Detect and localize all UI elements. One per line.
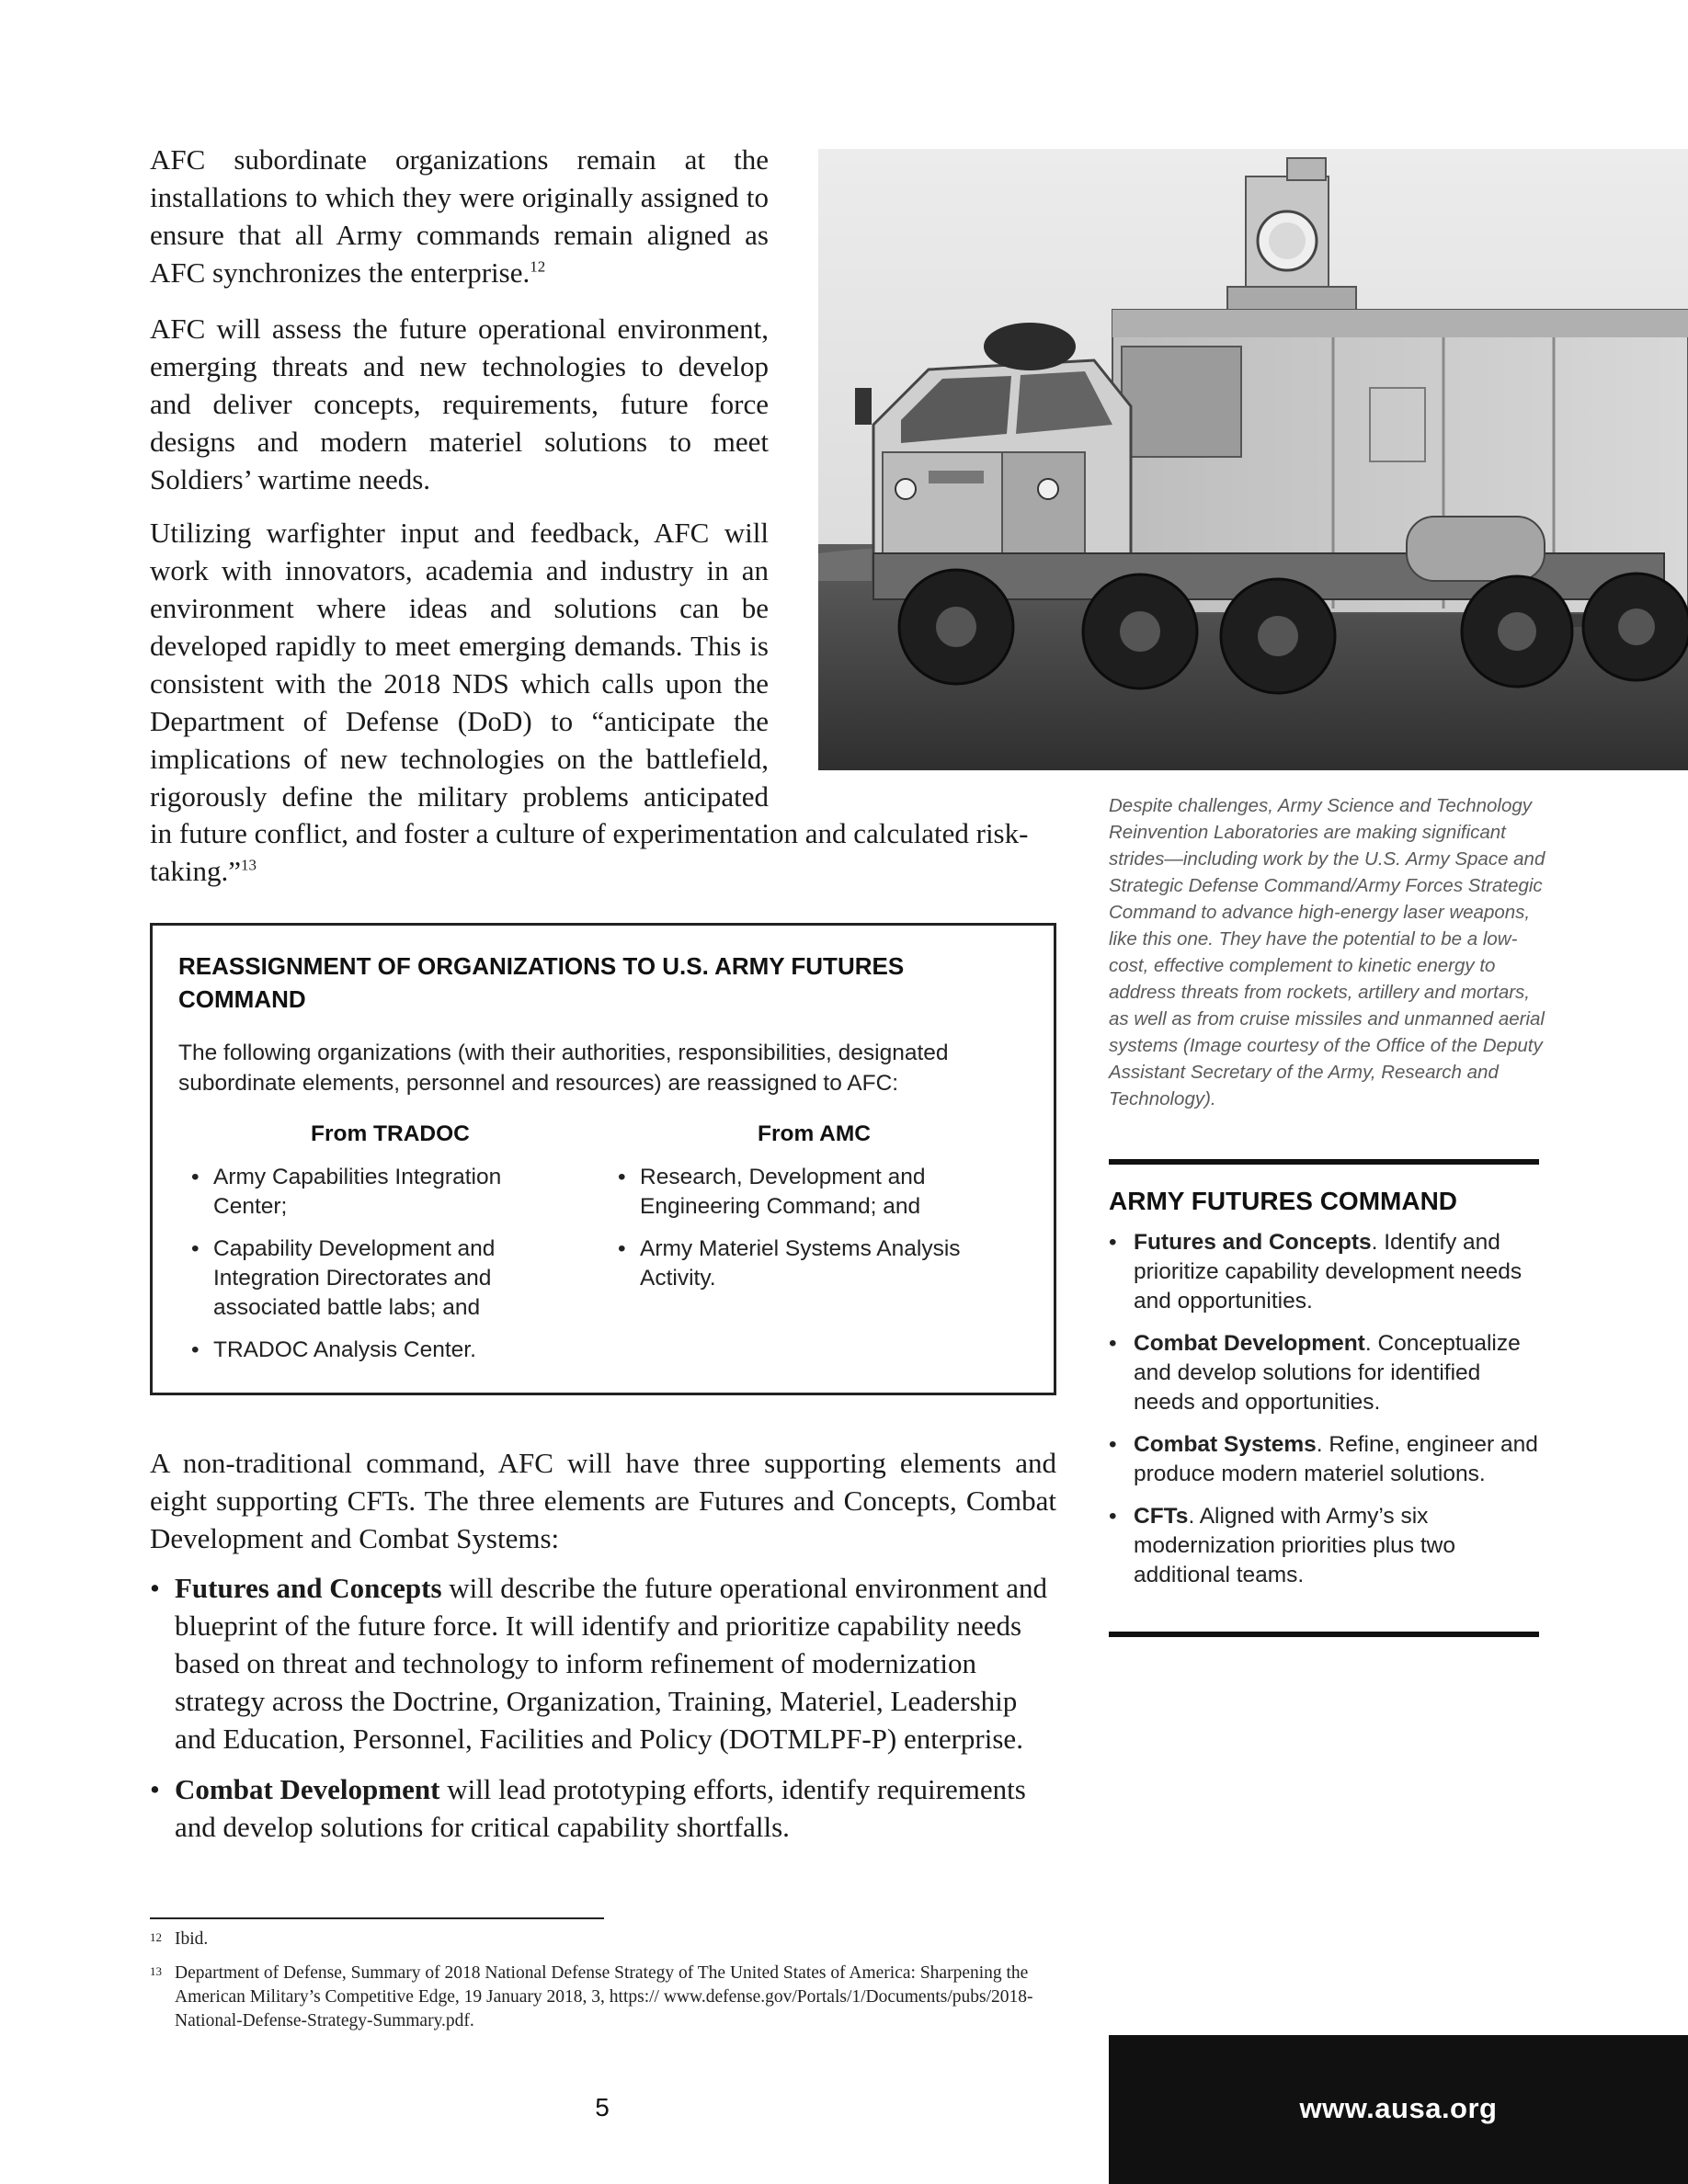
bullet-icon: •	[191, 1165, 200, 1189]
paragraph-1: AFC subordinate organizations remain at the installations to which they were originally assigned to ensure that all Army commands remain aligned as AFC synchronizes the enterprise.$^{12}$	[150, 143, 769, 289]
amc-list	[618, 1163, 1004, 1306]
bullet-icon: •	[150, 1773, 160, 1805]
list-item: • Futures and Concepts. Identify and prioritize capability development needs and opportunities.	[1109, 1230, 1523, 1314]
elements-list	[150, 1569, 1056, 1859]
army-futures-command-box	[1109, 1159, 1539, 1637]
paragraph-3: Utilizing warfighter input and feedback, AFC will work with innovators, academia and industry in an environment where ideas and solutions can be developed rapidly to meet emerging demands. This is consistent with the 2018 NDS which calls upon the Department of Defense (DoD) to “anticipate the implications of new technologies on the battlefield, rigorously define the military problems anticipated	[150, 517, 769, 813]
list-item: • Futures and Concepts will describe the future operational environment and blueprint of the future force. It will identify and prioritize capability needs based on threat and technology to inform refinement of modernization strategy across the Doctrine, Organization, Training, Materiel, Leadership and Education, Personnel, Facilities and Policy (DOTMLPF-P) enterprise.	[150, 1569, 1056, 1757]
bullet-icon: •	[1109, 1504, 1117, 1529]
reassignment-box	[150, 923, 1056, 1395]
afc-box-title: ARMY FUTURES COMMAND	[1109, 1187, 1458, 1215]
paragraph-3-continued: in future conflict, and foster a culture of experimentation and calculated risk-taking.”$^{13}$	[150, 817, 1029, 887]
footnote-divider	[150, 1917, 604, 1919]
list-item: • Combat Systems. Refine, engineer and produce modern materiel solutions.	[1109, 1432, 1538, 1486]
footnote-ref-12[interactable]: 12	[530, 257, 546, 276]
list-item: • TRADOC Analysis Center.	[191, 1336, 541, 1365]
bullet-icon: •	[191, 1236, 200, 1261]
from-tradoc-heading: From TRADOC	[311, 1121, 470, 1146]
term-futures-and-concepts: Futures and Concepts	[175, 1572, 442, 1604]
list-item: • Army Materiel Systems Analysis Activity.	[618, 1236, 961, 1291]
footer-url-link[interactable]: www.ausa.org	[1299, 2092, 1498, 2124]
bullet-icon: •	[150, 1572, 160, 1604]
afc-list	[1109, 1228, 1539, 1603]
paragraph-2: AFC will assess the future operational environment, emerging threats and new technologies to develop and deliver concepts, requirements, future force designs and modern materiel solutions to meet Soldiers’ wartime needs.	[150, 313, 769, 495]
footnote-13: 13 Department of Defense, Summary of 2018 National Defense Strategy of The United States of America: Sharpening the American Military’s Competitive Edge, 19 January 2018, 3, https:// www.defense.gov/Portals/1/Documents/pubs/2018-National-Defense-Strategy-Summary.pdf.	[150, 1963, 1033, 2030]
from-amc-heading: From AMC	[758, 1121, 871, 1146]
list-item: • Capability Development and Integration Directorates and associated battle labs; and	[191, 1236, 496, 1320]
list-item: • Combat Development will lead prototyping efforts, identify requirements and develop solutions for critical capability shortfalls.	[150, 1770, 1056, 1846]
bullet-icon: •	[1109, 1432, 1117, 1457]
bullet-icon: •	[1109, 1230, 1117, 1255]
footer-bar	[1109, 2035, 1688, 2184]
list-item: • Combat Development. Conceptualize and develop solutions for identified needs and opportunities.	[1109, 1331, 1521, 1415]
bullet-icon: •	[1109, 1331, 1117, 1356]
paragraph-4: A non-traditional command, AFC will have three supporting elements and eight supporting CFTs. The three elements are Futures and Concepts, Combat Development and Combat Systems:	[150, 1447, 1056, 1554]
bullet-icon: •	[618, 1165, 626, 1189]
laser-truck-illustration	[818, 149, 1688, 770]
footnote-ref-13[interactable]: 13	[241, 856, 257, 874]
reassignment-intro: The following organizations (with their authorities, responsibilities, designated subordinate elements, personnel and resources) are reassigned to AFC:	[178, 1041, 949, 1096]
bullet-icon: •	[618, 1236, 626, 1261]
list-item: • Army Capabilities Integration Center;	[191, 1165, 502, 1219]
page-number: 5	[595, 2093, 610, 2121]
list-item: • Research, Development and Engineering Command; and	[618, 1165, 926, 1219]
photo-caption: Despite challenges, Army Science and Technology Reinvention Laboratories are making significant strides—including work by the U.S. Army Space and Strategic Defense Command/Army Forces Strategic Command to advance high-energy laser weapons, like this one. They have the potential to be a low-cost, effective complement to kinetic energy to address threats from rockets, artillery and mortars, as well as from cruise missiles and unmanned aerial systems (Image courtesy of the Office of the Deputy Assistant Secretary of the Army, Research and Technology).	[1109, 795, 1545, 1109]
list-item: • CFTs. Aligned with Army’s six modernization priorities plus two additional teams.	[1109, 1504, 1455, 1587]
reassignment-title: REASSIGNMENT OF ORGANIZATIONS TO U.S. ARMY FUTURES COMMAND	[178, 952, 905, 1013]
tradoc-list	[191, 1163, 541, 1378]
bullet-icon: •	[191, 1337, 200, 1362]
footnote-12: 12 Ibid.	[150, 1929, 209, 1949]
laser-truck-photo	[818, 149, 1688, 770]
term-combat-development: Combat Development	[175, 1773, 440, 1805]
